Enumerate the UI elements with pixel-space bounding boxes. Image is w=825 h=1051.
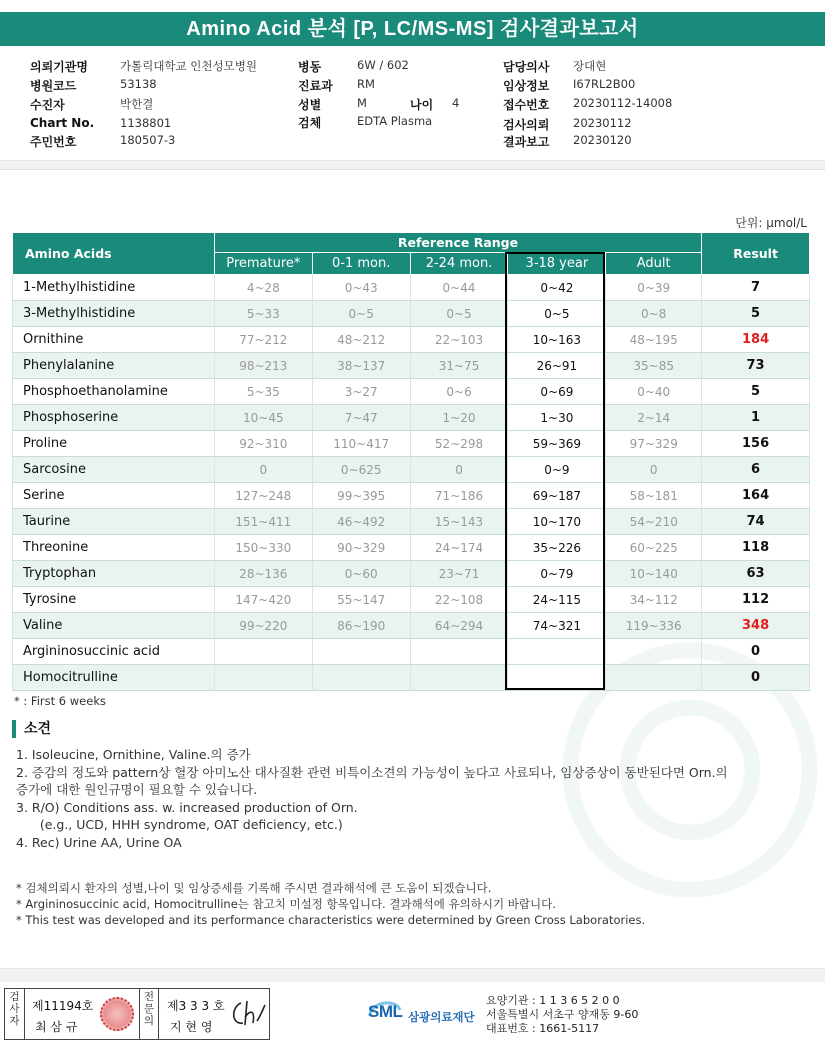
ref-adult: 54~210: [606, 509, 702, 535]
ref-premature: 127~248: [214, 483, 312, 509]
notes: [16, 880, 816, 928]
tester-label: 검사자: [5, 989, 25, 1039]
ref-adult: 119~336: [606, 613, 702, 639]
ref-premature: 5~33: [214, 301, 312, 327]
amino-acid-name: Proline: [13, 431, 215, 457]
ref-2-24-mon: 71~186: [410, 483, 508, 509]
footnote-premature: * : First 6 weeks: [14, 694, 106, 708]
info-value: EDTA Plasma: [357, 114, 433, 128]
ref-premature: 92~310: [214, 431, 312, 457]
ref-premature: [214, 639, 312, 665]
amino-acid-name: Ornithine: [13, 327, 215, 353]
info-value: 6W / 602: [357, 58, 409, 72]
ref-adult: 97~329: [606, 431, 702, 457]
ref-adult: 60~225: [606, 535, 702, 561]
table-row: [13, 561, 810, 587]
ref-0-1-mon: 46~492: [312, 509, 410, 535]
info-value: 20230112: [573, 116, 632, 130]
table-row: [13, 353, 810, 379]
age-value: 4: [452, 96, 460, 110]
amino-acid-name: Phosphoethanolamine: [13, 379, 215, 405]
findings-line: 1. Isoleucine, Ornithine, Valine.의 증가: [16, 747, 251, 762]
info-label: 임상정보: [503, 79, 550, 93]
patient-info: [0, 56, 825, 156]
findings-line: 4. Rec) Urine AA, Urine OA: [16, 834, 182, 850]
subheader-adult: Adult: [606, 253, 702, 275]
table-row: [13, 483, 810, 509]
info-value: 20230112-14008: [573, 96, 673, 110]
amino-acid-name: Taurine: [13, 509, 215, 535]
ref-0-1-mon: [312, 639, 410, 665]
specialist-name: 지 현 영: [170, 1020, 213, 1034]
findings-line: 증가에 대한 원인규명이 필요할 수 있습니다.: [16, 782, 258, 797]
ref-3-18-year: 69~187: [508, 483, 606, 509]
table-row: [13, 613, 810, 639]
ref-premature: 147~420: [214, 587, 312, 613]
ref-adult: 0~39: [606, 275, 702, 301]
ref-premature: 10~45: [214, 405, 312, 431]
ref-premature: 0: [214, 457, 312, 483]
amino-acid-name: Phosphoserine: [13, 405, 215, 431]
ref-adult: [606, 639, 702, 665]
ref-premature: 98~213: [214, 353, 312, 379]
col-header-amino-acids: Amino Acids: [13, 233, 215, 275]
info-value: M: [357, 96, 367, 110]
ref-2-24-mon: 0~6: [410, 379, 508, 405]
result-value: 156: [702, 431, 810, 457]
amino-acid-name: Threonine: [13, 535, 215, 561]
info-value: I67RL2B00: [573, 77, 636, 91]
info-label: 의뢰기관명: [30, 60, 88, 74]
ref-0-1-mon: 48~212: [312, 327, 410, 353]
table-row: [13, 587, 810, 613]
ref-adult: 0~40: [606, 379, 702, 405]
specialist-label: 전문의: [139, 989, 159, 1039]
col-header-reference-range: Reference Range: [214, 233, 701, 253]
ref-premature: [214, 665, 312, 691]
unit-label: 단위: μmol/L: [735, 216, 807, 230]
ref-3-18-year: 1~30: [508, 405, 606, 431]
result-value: 5: [702, 301, 810, 327]
result-value: 1: [702, 405, 810, 431]
ref-2-24-mon: 0~5: [410, 301, 508, 327]
organization-info: [486, 994, 638, 1036]
ref-3-18-year: 74~321: [508, 613, 606, 639]
ref-0-1-mon: 0~5: [312, 301, 410, 327]
seal-icon: [100, 997, 134, 1031]
result-value: 7: [702, 275, 810, 301]
info-value: 1138801: [120, 116, 172, 130]
amino-acid-name: Valine: [13, 613, 215, 639]
info-label: 병원코드: [30, 79, 77, 93]
table-row: [13, 379, 810, 405]
result-value: 6: [702, 457, 810, 483]
ref-2-24-mon: 24~174: [410, 535, 508, 561]
ref-0-1-mon: 3~27: [312, 379, 410, 405]
signature-icon: [227, 995, 267, 1031]
info-value: 180507-3: [120, 133, 176, 147]
info-value: RM: [357, 77, 375, 91]
ref-0-1-mon: 99~395: [312, 483, 410, 509]
org-line: 대표번호 : 1661-5117: [486, 1022, 600, 1035]
ref-3-18-year: 0~42: [508, 275, 606, 301]
result-value: 348: [702, 613, 810, 639]
amino-acid-name: Phenylalanine: [13, 353, 215, 379]
amino-acid-name: Serine: [13, 483, 215, 509]
table-row: [13, 639, 810, 665]
info-value: 박한결: [120, 97, 154, 111]
amino-acid-name: Argininosuccinic acid: [13, 639, 215, 665]
ref-premature: 4~28: [214, 275, 312, 301]
ref-2-24-mon: 52~298: [410, 431, 508, 457]
note-line: * Argininosuccinic acid, Homocitrulline는 참고치 미설정 항목입니다. 결과해석에 유의하시기 바랍니다.: [16, 897, 556, 911]
subheader-3-18-year: 3-18 year: [508, 253, 606, 275]
ref-0-1-mon: 55~147: [312, 587, 410, 613]
report-title: Amino Acid 분석 [P, LC/MS-MS] 검사결과보고서: [0, 12, 825, 46]
ref-premature: 77~212: [214, 327, 312, 353]
ref-0-1-mon: 86~190: [312, 613, 410, 639]
amino-acid-name: Sarcosine: [13, 457, 215, 483]
table-row: [13, 275, 810, 301]
amino-acid-table: [12, 232, 810, 691]
info-value: 가톨릭대학교 인천성모병원: [120, 59, 257, 73]
ref-3-18-year: 0~9: [508, 457, 606, 483]
ref-adult: 58~181: [606, 483, 702, 509]
ref-3-18-year: 24~115: [508, 587, 606, 613]
ref-adult: 2~14: [606, 405, 702, 431]
ref-3-18-year: 35~226: [508, 535, 606, 561]
ref-3-18-year: 0~79: [508, 561, 606, 587]
subheader-0-1-mon: 0-1 mon.: [312, 253, 410, 275]
tester-license: 제11194호: [32, 999, 94, 1013]
info-label: 성별: [298, 98, 322, 112]
findings-title: 소견: [12, 720, 51, 738]
table-row: [13, 457, 810, 483]
specialist-license: 제3 3 3 호: [167, 999, 225, 1013]
info-label: 접수번호: [503, 98, 550, 112]
info-label: 검체: [298, 116, 322, 130]
result-value: 112: [702, 587, 810, 613]
info-label: 결과보고: [503, 135, 550, 149]
table-row: [13, 665, 810, 691]
ref-0-1-mon: [312, 665, 410, 691]
ref-0-1-mon: 0~625: [312, 457, 410, 483]
amino-acid-name: Tryptophan: [13, 561, 215, 587]
ref-3-18-year: 0~5: [508, 301, 606, 327]
ref-3-18-year: 59~369: [508, 431, 606, 457]
info-value: 20230120: [573, 133, 632, 147]
ref-2-24-mon: 15~143: [410, 509, 508, 535]
ref-premature: 150~330: [214, 535, 312, 561]
col-header-result: Result: [702, 233, 810, 275]
amino-acid-name: 1-Methylhistidine: [13, 275, 215, 301]
ref-3-18-year: 0~69: [508, 379, 606, 405]
subheader-premature: Premature*: [214, 253, 312, 275]
ref-0-1-mon: 0~43: [312, 275, 410, 301]
info-label: 병동: [298, 60, 322, 74]
logo-text: SML: [368, 1002, 403, 1021]
age-label: 나이: [410, 98, 434, 112]
note-line: * 검체의뢰시 환자의 성별,나이 및 임상증세를 기록해 주시면 결과해석에 큰 도움이 되겠습니다.: [16, 881, 492, 895]
info-value: 53138: [120, 77, 157, 91]
table-row: [13, 405, 810, 431]
ref-3-18-year: 26~91: [508, 353, 606, 379]
ref-2-24-mon: [410, 639, 508, 665]
ref-premature: 151~411: [214, 509, 312, 535]
result-value: 63: [702, 561, 810, 587]
ref-2-24-mon: 31~75: [410, 353, 508, 379]
table-row: [13, 431, 810, 457]
table-row: [13, 535, 810, 561]
info-label: 진료과: [298, 79, 333, 93]
note-line: * This test was developed and its performance characteristics were determined by Green Cross Laboratories.: [16, 913, 646, 927]
info-label: 검사의뢰: [503, 118, 550, 132]
ref-2-24-mon: 23~71: [410, 561, 508, 587]
ref-adult: 35~85: [606, 353, 702, 379]
ref-adult: 34~112: [606, 587, 702, 613]
ref-2-24-mon: 0~44: [410, 275, 508, 301]
ref-0-1-mon: 7~47: [312, 405, 410, 431]
ref-2-24-mon: 22~103: [410, 327, 508, 353]
result-value: 184: [702, 327, 810, 353]
ref-3-18-year: 10~170: [508, 509, 606, 535]
subheader-2-24-mon: 2-24 mon.: [410, 253, 508, 275]
info-value: 장대현: [573, 59, 607, 73]
findings-line: (e.g., UCD, HHH syndrome, OAT deficiency, etc.): [16, 817, 343, 832]
amino-acid-name: Tyrosine: [13, 587, 215, 613]
ref-2-24-mon: [410, 665, 508, 691]
info-label: Chart No.: [30, 116, 95, 130]
ref-2-24-mon: 0: [410, 457, 508, 483]
result-value: 5: [702, 379, 810, 405]
company-logo: [366, 996, 486, 1036]
amino-acid-name: 3-Methylhistidine: [13, 301, 215, 327]
ref-adult: [606, 665, 702, 691]
org-line: 요양기관 : 1 1 3 6 5 2 0 0: [486, 994, 620, 1007]
section-divider: [0, 160, 825, 170]
table-row: [13, 509, 810, 535]
amino-acid-name: Homocitrulline: [13, 665, 215, 691]
info-label: 수진자: [30, 98, 65, 112]
findings-text: [16, 746, 806, 851]
result-value: 0: [702, 639, 810, 665]
ref-premature: 99~220: [214, 613, 312, 639]
ref-2-24-mon: 22~108: [410, 587, 508, 613]
result-value: 73: [702, 353, 810, 379]
ref-3-18-year: [508, 639, 606, 665]
table-row: [13, 301, 810, 327]
ref-0-1-mon: 0~60: [312, 561, 410, 587]
signature-box: [4, 988, 270, 1040]
ref-adult: 10~140: [606, 561, 702, 587]
result-value: 0: [702, 665, 810, 691]
ref-adult: 0~8: [606, 301, 702, 327]
ref-0-1-mon: 110~417: [312, 431, 410, 457]
ref-adult: 0: [606, 457, 702, 483]
logo-korean-text: 삼광의료재단: [408, 1010, 475, 1024]
org-line: 서울특별시 서초구 양재동 9-60: [486, 1008, 639, 1021]
table-row: [13, 327, 810, 353]
ref-2-24-mon: 64~294: [410, 613, 508, 639]
ref-0-1-mon: 90~329: [312, 535, 410, 561]
footer-divider: [0, 968, 825, 982]
result-value: 164: [702, 483, 810, 509]
ref-3-18-year: [508, 665, 606, 691]
result-value: 74: [702, 509, 810, 535]
findings-line: 3. R/O) Conditions ass. w. increased production of Orn.: [16, 799, 358, 815]
ref-0-1-mon: 38~137: [312, 353, 410, 379]
info-label: 담당의사: [503, 60, 550, 74]
ref-3-18-year: 10~163: [508, 327, 606, 353]
ref-premature: 28~136: [214, 561, 312, 587]
info-label: 주민번호: [30, 135, 77, 149]
findings-line: 2. 증감의 정도와 pattern상 혈장 아미노산 대사질환 관련 비특이소견의 가능성이 높다고 사료되나, 임상증상이 동반된다면 Orn.의: [16, 764, 728, 780]
ref-adult: 48~195: [606, 327, 702, 353]
ref-2-24-mon: 1~20: [410, 405, 508, 431]
ref-premature: 5~35: [214, 379, 312, 405]
result-value: 118: [702, 535, 810, 561]
tester-name: 최 삼 규: [35, 1020, 78, 1034]
